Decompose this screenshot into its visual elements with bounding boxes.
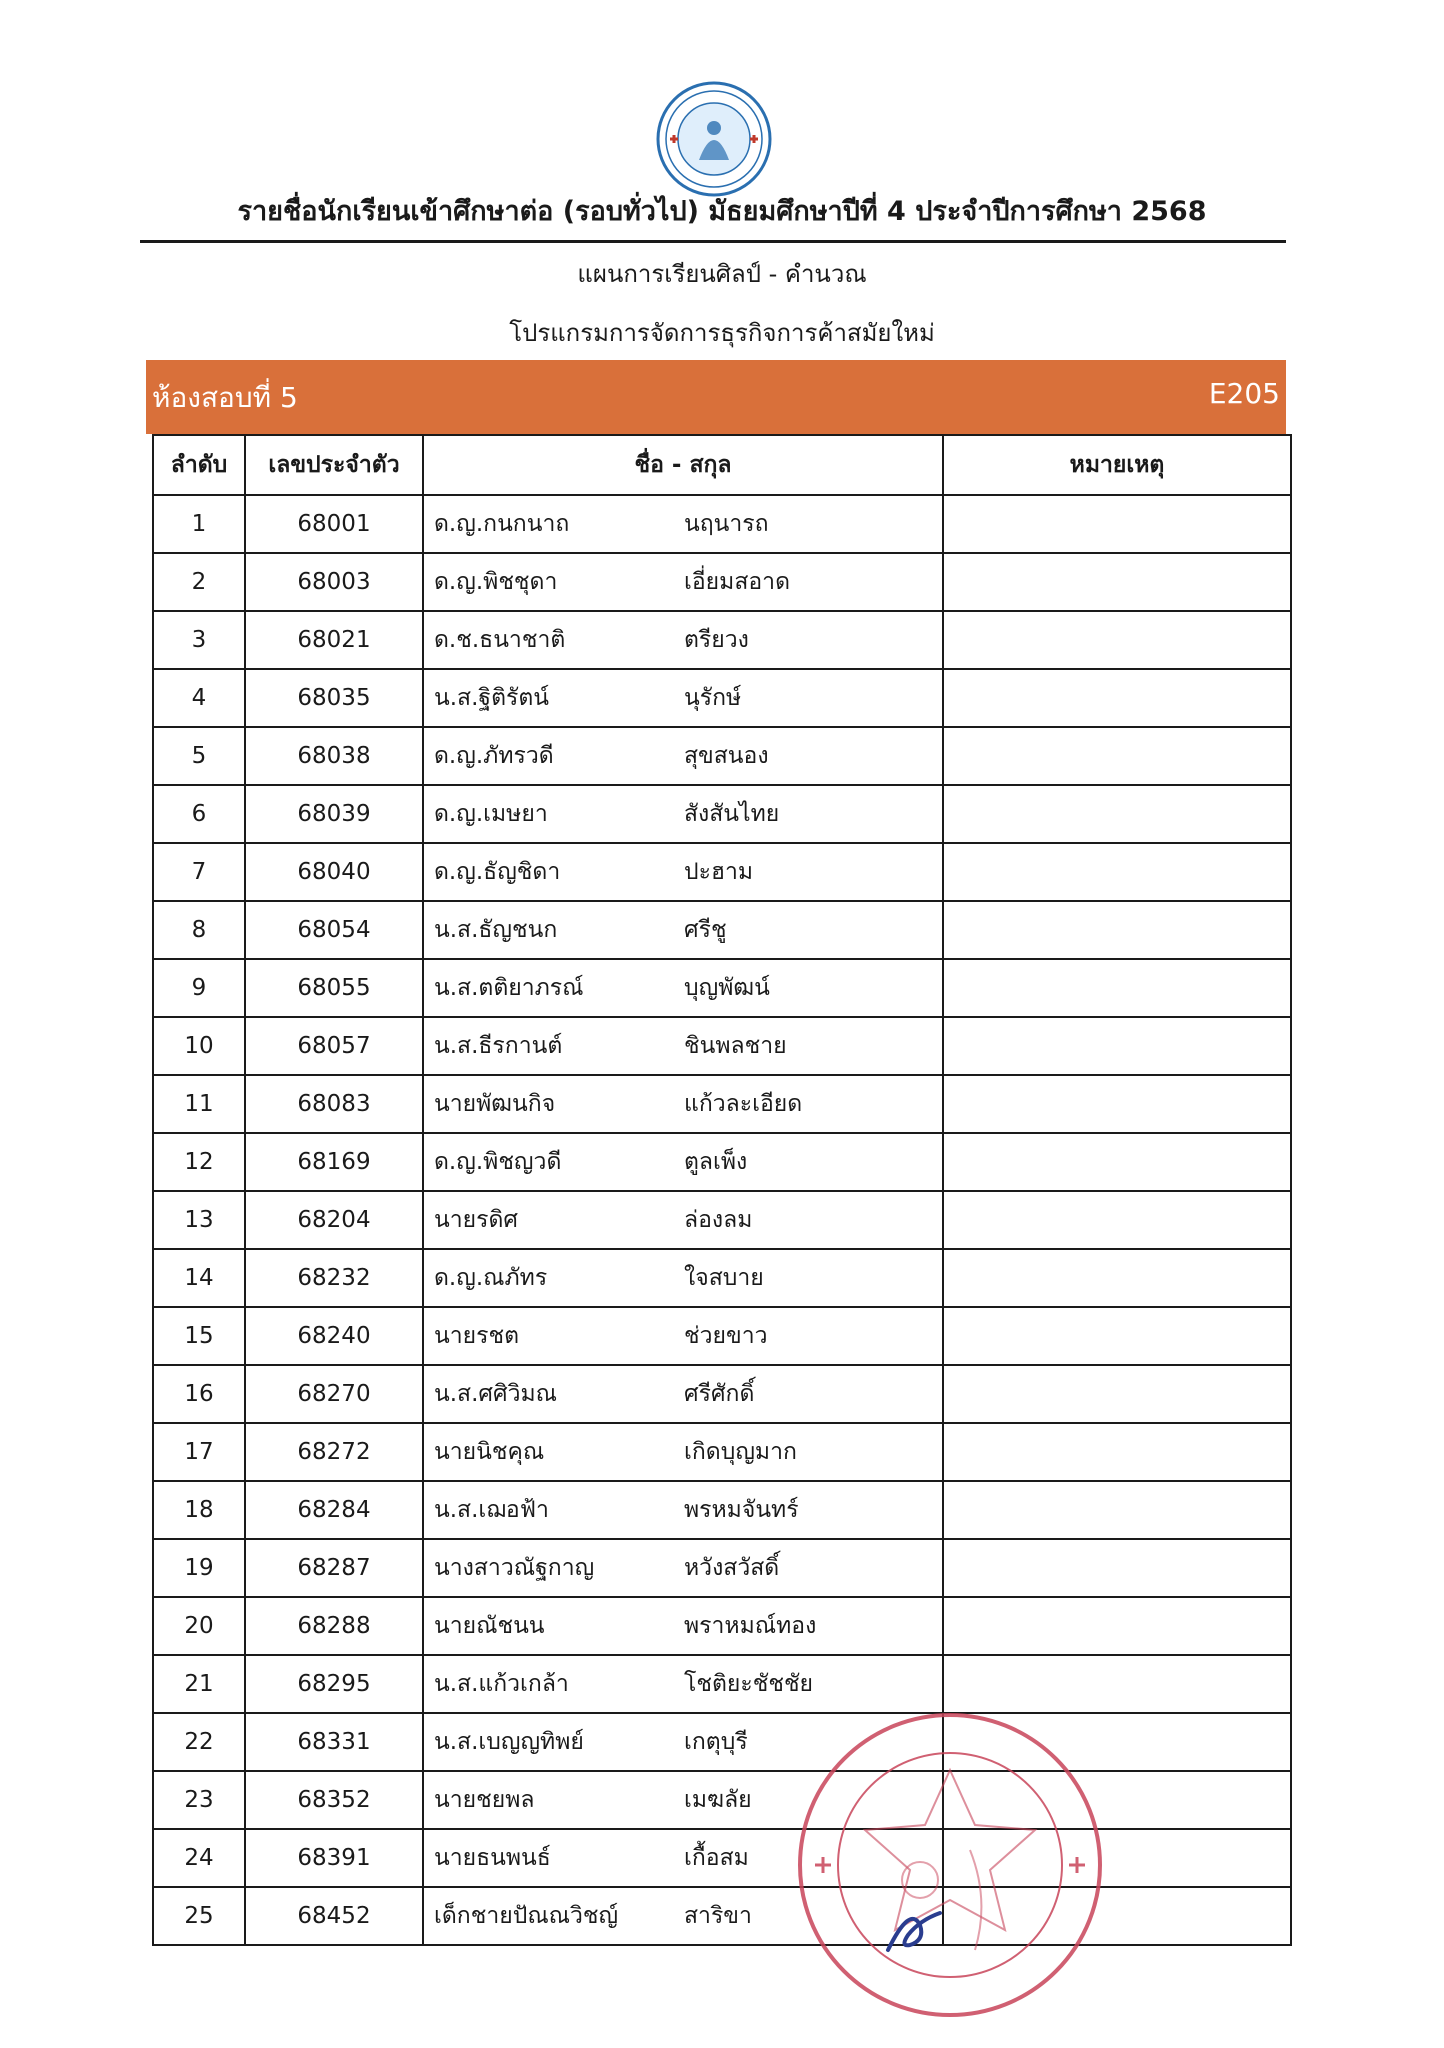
order-number: 17 [184, 1439, 214, 1465]
first-name: น.ส.แก้วเกล้า [434, 1671, 569, 1697]
student-id: 68001 [244, 496, 422, 552]
table-row [154, 726, 1290, 784]
last-name: ตูลเพ็ง [684, 1149, 748, 1175]
first-name: น.ส.ธัญชนก [434, 917, 558, 943]
column-header-id: เลขประจำตัว [244, 436, 422, 494]
last-name: ล่องลม [684, 1207, 753, 1233]
student-name [422, 786, 942, 842]
order-number: 10 [184, 1033, 214, 1059]
order-number: 19 [184, 1555, 214, 1581]
first-name: น.ส.เบญญทิพย์ [434, 1729, 584, 1755]
student-name [422, 1424, 942, 1480]
student-name [422, 1134, 942, 1190]
student-id: 68352 [244, 1772, 422, 1828]
table-row [154, 842, 1290, 900]
remark [942, 1482, 1290, 1538]
table-row [154, 1074, 1290, 1132]
order-number: 3 [191, 627, 207, 653]
remark [942, 902, 1290, 958]
table-row [154, 494, 1290, 552]
student-name [422, 1250, 942, 1306]
table-row [154, 668, 1290, 726]
last-name: โชติยะชัชชัย [684, 1671, 814, 1697]
first-name: นายพัฒนกิจ [434, 1091, 556, 1117]
remark [942, 670, 1290, 726]
order-number: 22 [184, 1729, 214, 1755]
table-row [154, 1190, 1290, 1248]
title-divider [140, 240, 1286, 243]
order-number: 15 [184, 1323, 214, 1349]
table-row [154, 1886, 1290, 1944]
student-id: 68035 [244, 670, 422, 726]
student-id: 68204 [244, 1192, 422, 1248]
remark [942, 786, 1290, 842]
first-name: น.ส.ฐิติรัตน์ [434, 685, 550, 711]
order-number: 1 [191, 511, 207, 537]
last-name: สุขสนอง [684, 743, 769, 769]
student-name [422, 554, 942, 610]
student-id: 68040 [244, 844, 422, 900]
student-name [422, 1192, 942, 1248]
student-id: 68003 [244, 554, 422, 610]
order-number: 12 [184, 1149, 214, 1175]
first-name: นางสาวณัฐกาญ [434, 1555, 595, 1581]
table-row [154, 1016, 1290, 1074]
study-plan: แผนการเรียนศิลป์ - คำนวณ [577, 260, 867, 288]
student-id: 68039 [244, 786, 422, 842]
remark [942, 496, 1290, 552]
student-id: 68295 [244, 1656, 422, 1712]
last-name: นุรักษ์ [684, 685, 742, 711]
student-id: 68391 [244, 1830, 422, 1886]
student-roster-table [152, 434, 1292, 1946]
last-name: ช่วยขาว [684, 1323, 768, 1349]
first-name: น.ส.ตติยาภรณ์ [434, 975, 584, 1001]
remark [942, 554, 1290, 610]
first-name: ด.ญ.เมษยา [434, 801, 548, 827]
table-row [154, 552, 1290, 610]
student-id: 68270 [244, 1366, 422, 1422]
student-id: 68288 [244, 1598, 422, 1654]
column-header-order: ลำดับ [170, 452, 228, 478]
first-name: นายธนพนธ์ [434, 1845, 551, 1871]
remark [942, 1192, 1290, 1248]
remark [942, 1134, 1290, 1190]
student-name [422, 960, 942, 1016]
column-header-note: หมายเหตุ [942, 436, 1290, 494]
exam-room-label: ห้องสอบที่ 5 [152, 381, 298, 414]
remark [942, 1250, 1290, 1306]
student-name [422, 1598, 942, 1654]
remark [942, 1308, 1290, 1364]
first-name: น.ส.เฌอฟ้า [434, 1497, 549, 1523]
last-name: ปะฮาม [684, 859, 754, 885]
student-name [422, 1308, 942, 1364]
room-code: E205 [1208, 377, 1280, 410]
last-name: เกื้อสม [684, 1845, 749, 1871]
first-name: ด.ญ.กนกนาถ [434, 511, 570, 537]
table-row [154, 1654, 1290, 1712]
order-number: 18 [184, 1497, 214, 1523]
student-id: 68287 [244, 1540, 422, 1596]
remark [942, 1076, 1290, 1132]
order-number: 9 [191, 975, 207, 1001]
table-row [154, 1770, 1290, 1828]
column-header-name: ชื่อ - สกุล [422, 436, 942, 494]
student-id: 68021 [244, 612, 422, 668]
remark [942, 844, 1290, 900]
student-id: 68272 [244, 1424, 422, 1480]
table-row [154, 958, 1290, 1016]
order-number: 23 [184, 1787, 214, 1813]
first-name: ด.ญ.ธัญชิดา [434, 859, 561, 885]
table-row [154, 1828, 1290, 1886]
remark [942, 960, 1290, 1016]
table-row [154, 610, 1290, 668]
student-name [422, 1482, 942, 1538]
first-name: ด.ญ.ณภัทร [434, 1265, 548, 1291]
order-number: 2 [191, 569, 207, 595]
order-number: 8 [191, 917, 207, 943]
last-name: สาริขา [684, 1903, 752, 1929]
student-id: 68055 [244, 960, 422, 1016]
first-name: ด.ญ.ภัทรวดี [434, 743, 554, 769]
last-name: ตรียวง [684, 627, 749, 653]
first-name: ด.ญ.พิชชุดา [434, 569, 558, 595]
remark [942, 612, 1290, 668]
order-number: 13 [184, 1207, 214, 1233]
first-name: นายณัชนน [434, 1613, 545, 1639]
last-name: เกิดบุญมาก [684, 1439, 797, 1465]
last-name: ศรีชู [684, 917, 727, 943]
student-id: 68054 [244, 902, 422, 958]
last-name: แก้วละเอียด [684, 1091, 803, 1117]
table-row [154, 900, 1290, 958]
student-name [422, 1076, 942, 1132]
page-title: รายชื่อนักเรียนเข้าศึกษาต่อ (รอบทั่วไป) มัธยมศึกษาปีที่ 4 ประจำปีการศึกษา 2568 [237, 196, 1207, 227]
last-name: ชินพลชาย [684, 1033, 787, 1059]
order-number: 7 [191, 859, 207, 885]
last-name: นฤนารถ [684, 511, 769, 537]
student-name [422, 1018, 942, 1074]
first-name: น.ส.ศศิวิมณ [434, 1381, 557, 1407]
student-name [422, 902, 942, 958]
table-row [154, 1306, 1290, 1364]
order-number: 16 [184, 1381, 214, 1407]
last-name: พราหมณ์ทอง [684, 1613, 817, 1639]
order-number: 11 [184, 1091, 214, 1117]
order-number: 6 [191, 801, 207, 827]
order-number: 5 [191, 743, 207, 769]
first-name: ด.ญ.พิชญวดี [434, 1149, 562, 1175]
last-name: พรหมจันทร์ [684, 1497, 799, 1523]
first-name: ด.ช.ธนาชาติ [434, 627, 566, 653]
last-name: สังสันไทย [684, 801, 780, 827]
student-name [422, 612, 942, 668]
first-name: นายนิชคุณ [434, 1439, 545, 1465]
last-name: เกตุบุรี [684, 1729, 748, 1755]
last-name: บุญพัฒน์ [684, 975, 770, 1001]
remark [942, 1424, 1290, 1480]
first-name: นายชยพล [434, 1787, 535, 1813]
remark [942, 1598, 1290, 1654]
first-name: นายรดิศ [434, 1207, 519, 1233]
remark [942, 1018, 1290, 1074]
student-name [422, 728, 942, 784]
student-id: 68057 [244, 1018, 422, 1074]
last-name: ใจสบาย [684, 1265, 764, 1291]
first-name: นายรชต [434, 1323, 520, 1349]
student-name [422, 844, 942, 900]
order-number: 20 [184, 1613, 214, 1639]
order-number: 21 [184, 1671, 214, 1697]
exam-room-banner [146, 360, 1286, 434]
student-id: 68083 [244, 1076, 422, 1132]
signature [880, 1895, 950, 1965]
order-number: 25 [184, 1903, 214, 1929]
school-stamp [790, 1700, 1110, 2030]
last-name: ศรีศักดิ์ [684, 1381, 755, 1407]
student-id: 68240 [244, 1308, 422, 1364]
table-row [154, 1538, 1290, 1596]
student-id: 68284 [244, 1482, 422, 1538]
student-id: 68169 [244, 1134, 422, 1190]
table-row [154, 1132, 1290, 1190]
student-id: 68038 [244, 728, 422, 784]
table-row [154, 784, 1290, 842]
table-row [154, 1480, 1290, 1538]
first-name: น.ส.ธีรกานต์ [434, 1033, 563, 1059]
last-name: เอี่ยมสอาด [684, 569, 791, 595]
student-name [422, 496, 942, 552]
table-row [154, 1712, 1290, 1770]
last-name: เมฆลัย [684, 1787, 752, 1813]
last-name: หวังสวัสดิ์ [684, 1555, 780, 1581]
table-row [154, 1422, 1290, 1480]
student-id: 68331 [244, 1714, 422, 1770]
table-row [154, 1364, 1290, 1422]
program-name: โปรแกรมการจัดการธุรกิจการค้าสมัยใหม่ [509, 319, 935, 347]
student-id: 68232 [244, 1250, 422, 1306]
student-id: 68452 [244, 1888, 422, 1944]
first-name: เด็กชายปัณณวิชญ์ [434, 1903, 619, 1929]
school-logo [655, 80, 773, 198]
student-name [422, 1366, 942, 1422]
remark [942, 1540, 1290, 1596]
table-row [154, 1248, 1290, 1306]
table-row [154, 1596, 1290, 1654]
order-number: 24 [184, 1845, 214, 1871]
order-number: 4 [191, 685, 207, 711]
remark [942, 728, 1290, 784]
table-header-row [154, 434, 1290, 494]
remark [942, 1366, 1290, 1422]
order-number: 14 [184, 1265, 214, 1291]
student-name [422, 670, 942, 726]
student-name [422, 1540, 942, 1596]
